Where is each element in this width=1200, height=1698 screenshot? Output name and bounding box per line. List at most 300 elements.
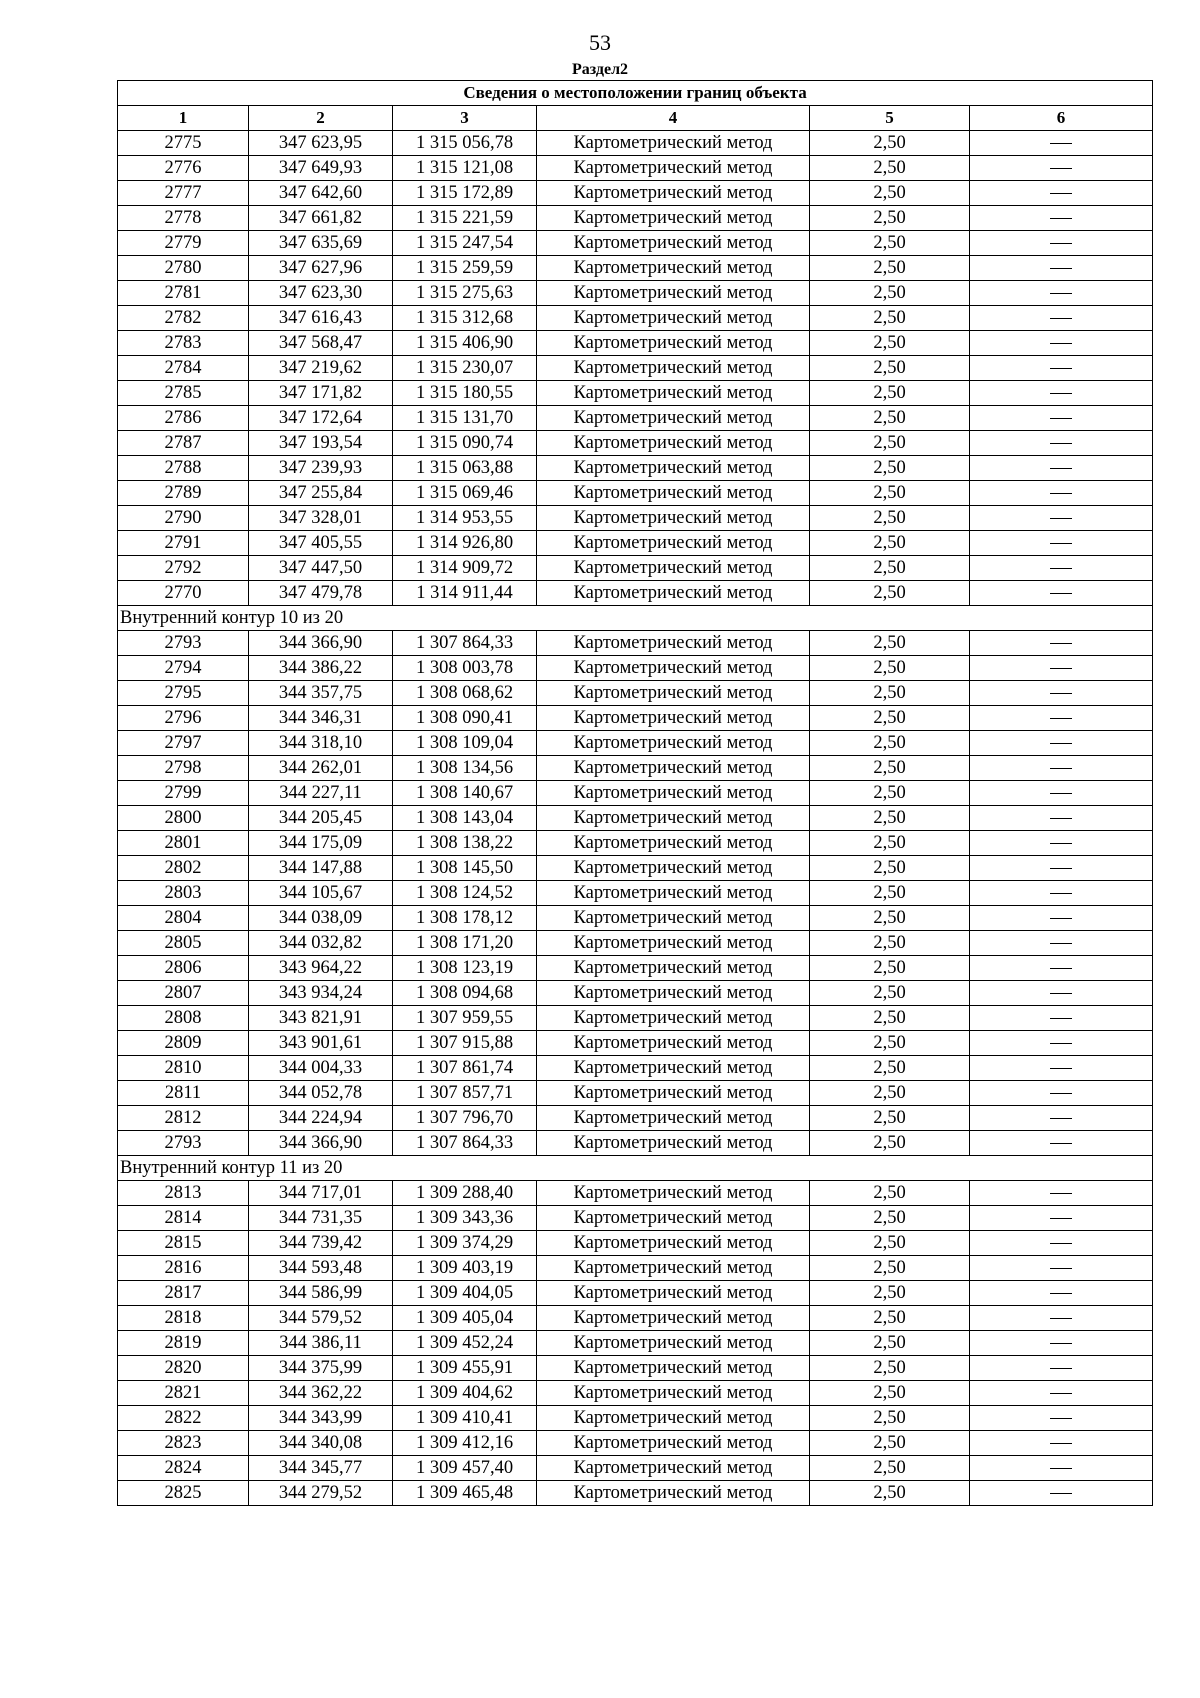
description-cell — [970, 331, 1153, 356]
dash-mark — [1050, 443, 1072, 444]
description-cell — [970, 1431, 1153, 1456]
contour-label: Внутренний контур 11 из 20 — [118, 1156, 1153, 1181]
dash-mark — [1050, 1443, 1072, 1444]
method-cell: Картометрический метод — [537, 706, 810, 731]
point-number-cell: 2811 — [118, 1081, 249, 1106]
method-cell: Картометрический метод — [537, 1356, 810, 1381]
accuracy-cell: 2,50 — [810, 1031, 970, 1056]
description-cell — [970, 456, 1153, 481]
dash-mark — [1050, 393, 1072, 394]
y-coordinate-cell: 1 308 109,04 — [393, 731, 537, 756]
y-coordinate-cell: 1 307 864,33 — [393, 1131, 537, 1156]
description-cell — [970, 531, 1153, 556]
accuracy-cell: 2,50 — [810, 256, 970, 281]
table-row — [118, 181, 1153, 206]
point-number-cell: 2794 — [118, 656, 249, 681]
x-coordinate-cell: 344 739,42 — [249, 1231, 393, 1256]
method-cell: Картометрический метод — [537, 1481, 810, 1506]
x-coordinate-cell: 347 479,78 — [249, 581, 393, 606]
table-row — [118, 756, 1153, 781]
table-row — [118, 1131, 1153, 1156]
x-coordinate-cell: 344 731,35 — [249, 1206, 393, 1231]
description-cell — [970, 306, 1153, 331]
dash-mark — [1050, 1018, 1072, 1019]
table-row — [118, 506, 1153, 531]
table-row — [118, 1306, 1153, 1331]
x-coordinate-cell: 347 623,30 — [249, 281, 393, 306]
accuracy-cell: 2,50 — [810, 556, 970, 581]
description-cell — [970, 1081, 1153, 1106]
y-coordinate-cell: 1 307 959,55 — [393, 1006, 537, 1031]
description-cell — [970, 156, 1153, 181]
accuracy-cell: 2,50 — [810, 481, 970, 506]
y-coordinate-cell: 1 307 915,88 — [393, 1031, 537, 1056]
table-row — [118, 131, 1153, 156]
accuracy-cell: 2,50 — [810, 456, 970, 481]
y-coordinate-cell: 1 309 405,04 — [393, 1306, 537, 1331]
y-coordinate-cell: 1 308 094,68 — [393, 981, 537, 1006]
y-coordinate-cell: 1 315 275,63 — [393, 281, 537, 306]
accuracy-cell: 2,50 — [810, 1481, 970, 1506]
description-cell — [970, 1306, 1153, 1331]
dash-mark — [1050, 718, 1072, 719]
table-row — [118, 1331, 1153, 1356]
point-number-cell: 2784 — [118, 356, 249, 381]
description-cell — [970, 1206, 1153, 1231]
accuracy-cell: 2,50 — [810, 1081, 970, 1106]
description-cell — [970, 181, 1153, 206]
description-cell — [970, 906, 1153, 931]
method-cell: Картометрический метод — [537, 1231, 810, 1256]
dash-mark — [1050, 993, 1072, 994]
point-number-cell: 2807 — [118, 981, 249, 1006]
description-cell — [970, 1356, 1153, 1381]
x-coordinate-cell: 344 224,94 — [249, 1106, 393, 1131]
accuracy-cell: 2,50 — [810, 781, 970, 806]
point-number-cell: 2776 — [118, 156, 249, 181]
point-number-cell: 2808 — [118, 1006, 249, 1031]
method-cell: Картометрический метод — [537, 456, 810, 481]
method-cell: Картометрический метод — [537, 381, 810, 406]
point-number-cell: 2818 — [118, 1306, 249, 1331]
method-cell: Картометрический метод — [537, 1306, 810, 1331]
accuracy-cell: 2,50 — [810, 1381, 970, 1406]
x-coordinate-cell: 344 038,09 — [249, 906, 393, 931]
table-row — [118, 906, 1153, 931]
table-row — [118, 1106, 1153, 1131]
x-coordinate-cell: 344 279,52 — [249, 1481, 393, 1506]
description-cell — [970, 481, 1153, 506]
point-number-cell: 2815 — [118, 1231, 249, 1256]
dash-mark — [1050, 1393, 1072, 1394]
accuracy-cell: 2,50 — [810, 1281, 970, 1306]
method-cell: Картометрический метод — [537, 356, 810, 381]
dash-mark — [1050, 143, 1072, 144]
dash-mark — [1050, 743, 1072, 744]
x-coordinate-cell: 343 901,61 — [249, 1031, 393, 1056]
table-row — [118, 1381, 1153, 1406]
table-row — [118, 1206, 1153, 1231]
dash-mark — [1050, 1193, 1072, 1194]
y-coordinate-cell: 1 315 406,90 — [393, 331, 537, 356]
accuracy-cell: 2,50 — [810, 1181, 970, 1206]
table-row — [118, 1256, 1153, 1281]
point-number-cell: 2782 — [118, 306, 249, 331]
method-cell: Картометрический метод — [537, 1031, 810, 1056]
table-row — [118, 306, 1153, 331]
contour-header-row — [118, 1156, 1153, 1181]
dash-mark — [1050, 243, 1072, 244]
method-cell: Картометрический метод — [537, 1006, 810, 1031]
description-cell — [970, 656, 1153, 681]
dash-mark — [1050, 868, 1072, 869]
y-coordinate-cell: 1 309 452,24 — [393, 1331, 537, 1356]
dash-mark — [1050, 543, 1072, 544]
point-number-cell: 2822 — [118, 1406, 249, 1431]
table-row — [118, 1456, 1153, 1481]
x-coordinate-cell: 344 717,01 — [249, 1181, 393, 1206]
x-coordinate-cell: 344 375,99 — [249, 1356, 393, 1381]
dash-mark — [1050, 643, 1072, 644]
y-coordinate-cell: 1 309 412,16 — [393, 1431, 537, 1456]
y-coordinate-cell: 1 314 909,72 — [393, 556, 537, 581]
y-coordinate-cell: 1 309 457,40 — [393, 1456, 537, 1481]
accuracy-cell: 2,50 — [810, 931, 970, 956]
table-row — [118, 631, 1153, 656]
y-coordinate-cell: 1 315 069,46 — [393, 481, 537, 506]
description-cell — [970, 281, 1153, 306]
table-row — [118, 1031, 1153, 1056]
accuracy-cell: 2,50 — [810, 731, 970, 756]
accuracy-cell: 2,50 — [810, 431, 970, 456]
x-coordinate-cell: 347 635,69 — [249, 231, 393, 256]
x-coordinate-cell: 347 649,93 — [249, 156, 393, 181]
y-coordinate-cell: 1 315 312,68 — [393, 306, 537, 331]
point-number-cell: 2805 — [118, 931, 249, 956]
y-coordinate-cell: 1 315 063,88 — [393, 456, 537, 481]
x-coordinate-cell: 344 386,11 — [249, 1331, 393, 1356]
method-cell: Картометрический метод — [537, 206, 810, 231]
column-number-row — [118, 106, 1153, 131]
y-coordinate-cell: 1 315 131,70 — [393, 406, 537, 431]
accuracy-cell: 2,50 — [810, 756, 970, 781]
accuracy-cell: 2,50 — [810, 356, 970, 381]
x-coordinate-cell: 347 255,84 — [249, 481, 393, 506]
method-cell: Картометрический метод — [537, 556, 810, 581]
accuracy-cell: 2,50 — [810, 231, 970, 256]
point-number-cell: 2806 — [118, 956, 249, 981]
description-cell — [970, 631, 1153, 656]
table-row — [118, 356, 1153, 381]
dash-mark — [1050, 368, 1072, 369]
y-coordinate-cell: 1 309 455,91 — [393, 1356, 537, 1381]
table-row — [118, 1181, 1153, 1206]
accuracy-cell: 2,50 — [810, 306, 970, 331]
dash-mark — [1050, 1068, 1072, 1069]
method-cell: Картометрический метод — [537, 931, 810, 956]
description-cell — [970, 1481, 1153, 1506]
table-row — [118, 231, 1153, 256]
point-number-cell: 2785 — [118, 381, 249, 406]
y-coordinate-cell: 1 314 911,44 — [393, 581, 537, 606]
accuracy-cell: 2,50 — [810, 406, 970, 431]
method-cell: Картометрический метод — [537, 1106, 810, 1131]
description-cell — [970, 1181, 1153, 1206]
y-coordinate-cell: 1 315 247,54 — [393, 231, 537, 256]
x-coordinate-cell: 344 386,22 — [249, 656, 393, 681]
x-coordinate-cell: 347 616,43 — [249, 306, 393, 331]
table-row — [118, 1081, 1153, 1106]
point-number-cell: 2787 — [118, 431, 249, 456]
table-row — [118, 656, 1153, 681]
accuracy-cell: 2,50 — [810, 1331, 970, 1356]
point-number-cell: 2799 — [118, 781, 249, 806]
accuracy-cell: 2,50 — [810, 156, 970, 181]
description-cell — [970, 1131, 1153, 1156]
description-cell — [970, 806, 1153, 831]
method-cell: Картометрический метод — [537, 856, 810, 881]
x-coordinate-cell: 343 964,22 — [249, 956, 393, 981]
point-number-cell: 2786 — [118, 406, 249, 431]
dash-mark — [1050, 1468, 1072, 1469]
method-cell: Картометрический метод — [537, 1281, 810, 1306]
method-cell: Картометрический метод — [537, 406, 810, 431]
accuracy-cell: 2,50 — [810, 631, 970, 656]
table-row — [118, 1356, 1153, 1381]
point-number-cell: 2803 — [118, 881, 249, 906]
y-coordinate-cell: 1 315 230,07 — [393, 356, 537, 381]
table-row — [118, 1481, 1153, 1506]
point-number-cell: 2825 — [118, 1481, 249, 1506]
method-cell: Картометрический метод — [537, 506, 810, 531]
method-cell: Картометрический метод — [537, 581, 810, 606]
method-cell: Картометрический метод — [537, 1456, 810, 1481]
accuracy-cell: 2,50 — [810, 581, 970, 606]
y-coordinate-cell: 1 308 124,52 — [393, 881, 537, 906]
dash-mark — [1050, 1318, 1072, 1319]
table-row — [118, 856, 1153, 881]
boundary-table — [117, 80, 1153, 1506]
point-number-cell: 2795 — [118, 681, 249, 706]
point-number-cell: 2792 — [118, 556, 249, 581]
dash-mark — [1050, 968, 1072, 969]
table-row — [118, 706, 1153, 731]
accuracy-cell: 2,50 — [810, 1206, 970, 1231]
dash-mark — [1050, 893, 1072, 894]
method-cell: Картометрический метод — [537, 631, 810, 656]
y-coordinate-cell: 1 315 221,59 — [393, 206, 537, 231]
x-coordinate-cell: 344 262,01 — [249, 756, 393, 781]
method-cell: Картометрический метод — [537, 831, 810, 856]
method-cell: Картометрический метод — [537, 1181, 810, 1206]
x-coordinate-cell: 347 193,54 — [249, 431, 393, 456]
y-coordinate-cell: 1 308 145,50 — [393, 856, 537, 881]
method-cell: Картометрический метод — [537, 956, 810, 981]
point-number-cell: 2778 — [118, 206, 249, 231]
dash-mark — [1050, 518, 1072, 519]
dash-mark — [1050, 1043, 1072, 1044]
x-coordinate-cell: 347 239,93 — [249, 456, 393, 481]
x-coordinate-cell: 344 340,08 — [249, 1431, 393, 1456]
method-cell: Картометрический метод — [537, 656, 810, 681]
point-number-cell: 2802 — [118, 856, 249, 881]
dash-mark — [1050, 668, 1072, 669]
x-coordinate-cell: 347 171,82 — [249, 381, 393, 406]
dash-mark — [1050, 1418, 1072, 1419]
x-coordinate-cell: 344 052,78 — [249, 1081, 393, 1106]
x-coordinate-cell: 344 366,90 — [249, 1131, 393, 1156]
accuracy-cell: 2,50 — [810, 1056, 970, 1081]
point-number-cell: 2800 — [118, 806, 249, 831]
description-cell — [970, 231, 1153, 256]
y-coordinate-cell: 1 315 090,74 — [393, 431, 537, 456]
dash-mark — [1050, 1143, 1072, 1144]
point-number-cell: 2804 — [118, 906, 249, 931]
dash-mark — [1050, 168, 1072, 169]
accuracy-cell: 2,50 — [810, 881, 970, 906]
y-coordinate-cell: 1 309 343,36 — [393, 1206, 537, 1231]
method-cell: Картометрический метод — [537, 306, 810, 331]
y-coordinate-cell: 1 308 140,67 — [393, 781, 537, 806]
x-coordinate-cell: 347 623,95 — [249, 131, 393, 156]
dash-mark — [1050, 918, 1072, 919]
dash-mark — [1050, 1268, 1072, 1269]
table-row — [118, 431, 1153, 456]
accuracy-cell: 2,50 — [810, 531, 970, 556]
point-number-cell: 2796 — [118, 706, 249, 731]
page-number: 53 — [589, 30, 611, 55]
accuracy-cell: 2,50 — [810, 1431, 970, 1456]
x-coordinate-cell: 344 366,90 — [249, 631, 393, 656]
x-coordinate-cell: 344 593,48 — [249, 1256, 393, 1281]
method-cell: Картометрический метод — [537, 731, 810, 756]
point-number-cell: 2783 — [118, 331, 249, 356]
dash-mark — [1050, 1293, 1072, 1294]
x-coordinate-cell: 347 328,01 — [249, 506, 393, 531]
dash-mark — [1050, 268, 1072, 269]
method-cell: Картометрический метод — [537, 1056, 810, 1081]
dash-mark — [1050, 493, 1072, 494]
table-row — [118, 581, 1153, 606]
accuracy-cell: 2,50 — [810, 681, 970, 706]
y-coordinate-cell: 1 309 465,48 — [393, 1481, 537, 1506]
accuracy-cell: 2,50 — [810, 181, 970, 206]
table-row — [118, 1231, 1153, 1256]
description-cell — [970, 556, 1153, 581]
method-cell: Картометрический метод — [537, 531, 810, 556]
y-coordinate-cell: 1 315 259,59 — [393, 256, 537, 281]
description-cell — [970, 1406, 1153, 1431]
column-header: 2 — [249, 106, 393, 131]
table-row — [118, 881, 1153, 906]
dash-mark — [1050, 1493, 1072, 1494]
description-cell — [970, 1331, 1153, 1356]
table-row — [118, 531, 1153, 556]
method-cell: Картометрический метод — [537, 281, 810, 306]
table-row — [118, 681, 1153, 706]
y-coordinate-cell: 1 314 926,80 — [393, 531, 537, 556]
dash-mark — [1050, 593, 1072, 594]
x-coordinate-cell: 344 343,99 — [249, 1406, 393, 1431]
method-cell: Картометрический метод — [537, 181, 810, 206]
y-coordinate-cell: 1 309 403,19 — [393, 1256, 537, 1281]
x-coordinate-cell: 344 345,77 — [249, 1456, 393, 1481]
point-number-cell: 2819 — [118, 1331, 249, 1356]
section-heading: Раздел2 — [571, 61, 629, 78]
dash-mark — [1050, 943, 1072, 944]
accuracy-cell: 2,50 — [810, 956, 970, 981]
y-coordinate-cell: 1 308 090,41 — [393, 706, 537, 731]
x-coordinate-cell: 347 447,50 — [249, 556, 393, 581]
table-row — [118, 206, 1153, 231]
method-cell: Картометрический метод — [537, 331, 810, 356]
point-number-cell: 2809 — [118, 1031, 249, 1056]
contour-header-row — [118, 606, 1153, 631]
y-coordinate-cell: 1 307 861,74 — [393, 1056, 537, 1081]
dash-mark — [1050, 768, 1072, 769]
x-coordinate-cell: 344 346,31 — [249, 706, 393, 731]
method-cell: Картометрический метод — [537, 256, 810, 281]
point-number-cell: 2788 — [118, 456, 249, 481]
contour-label: Внутренний контур 10 из 20 — [118, 606, 1153, 631]
accuracy-cell: 2,50 — [810, 831, 970, 856]
point-number-cell: 2781 — [118, 281, 249, 306]
y-coordinate-cell: 1 308 143,04 — [393, 806, 537, 831]
point-number-cell: 2798 — [118, 756, 249, 781]
dash-mark — [1050, 1118, 1072, 1119]
dash-mark — [1050, 468, 1072, 469]
x-coordinate-cell: 344 586,99 — [249, 1281, 393, 1306]
point-number-cell: 2820 — [118, 1356, 249, 1381]
accuracy-cell: 2,50 — [810, 806, 970, 831]
table-title: Сведения о местоположении границ объекта — [118, 81, 1153, 106]
table-row — [118, 831, 1153, 856]
description-cell — [970, 506, 1153, 531]
point-number-cell: 2812 — [118, 1106, 249, 1131]
dash-mark — [1050, 818, 1072, 819]
description-cell — [970, 731, 1153, 756]
point-number-cell: 2790 — [118, 506, 249, 531]
method-cell: Картометрический метод — [537, 981, 810, 1006]
x-coordinate-cell: 344 318,10 — [249, 731, 393, 756]
accuracy-cell: 2,50 — [810, 1131, 970, 1156]
accuracy-cell: 2,50 — [810, 506, 970, 531]
column-header: 6 — [970, 106, 1153, 131]
table-row — [118, 1431, 1153, 1456]
description-cell — [970, 381, 1153, 406]
table-row — [118, 406, 1153, 431]
x-coordinate-cell: 347 627,96 — [249, 256, 393, 281]
table-row — [118, 981, 1153, 1006]
dash-mark — [1050, 218, 1072, 219]
column-header: 3 — [393, 106, 537, 131]
point-number-cell: 2775 — [118, 131, 249, 156]
table-row — [118, 931, 1153, 956]
description-cell — [970, 1231, 1153, 1256]
y-coordinate-cell: 1 307 796,70 — [393, 1106, 537, 1131]
table-row — [118, 1056, 1153, 1081]
point-number-cell: 2793 — [118, 1131, 249, 1156]
y-coordinate-cell: 1 315 172,89 — [393, 181, 537, 206]
x-coordinate-cell: 344 175,09 — [249, 831, 393, 856]
table-row — [118, 731, 1153, 756]
point-number-cell: 2770 — [118, 581, 249, 606]
x-coordinate-cell: 344 105,67 — [249, 881, 393, 906]
point-number-cell: 2817 — [118, 1281, 249, 1306]
description-cell — [970, 406, 1153, 431]
x-coordinate-cell: 344 362,22 — [249, 1381, 393, 1406]
description-cell — [970, 856, 1153, 881]
